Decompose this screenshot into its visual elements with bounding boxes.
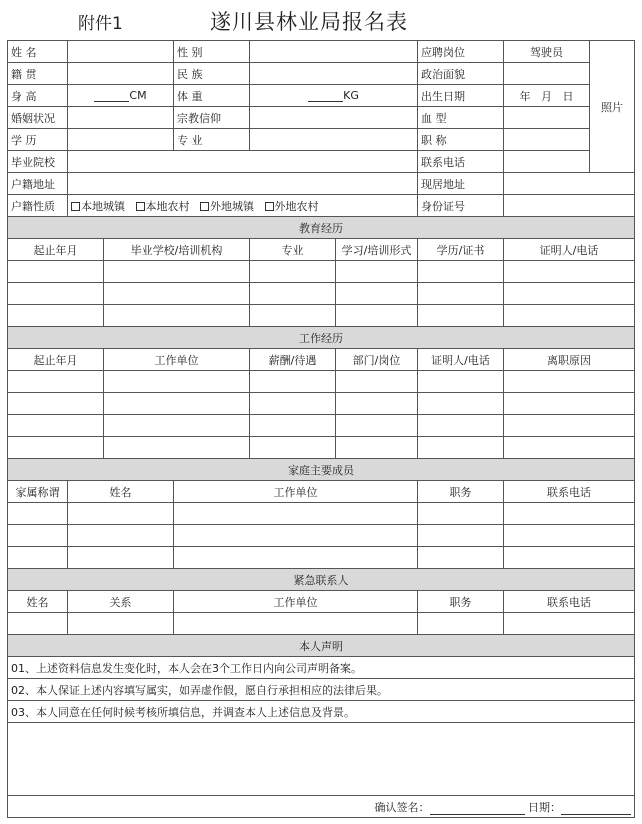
table-header: 部门/岗位 <box>336 349 418 371</box>
declaration-section-title: 本人声明 <box>8 635 635 657</box>
political-status-field[interactable] <box>504 63 590 85</box>
sign-label: 确认签名： <box>374 800 430 814</box>
date-label: 日期： <box>528 800 561 814</box>
table-header: 离职原因 <box>504 349 635 371</box>
declaration-item: 01、上述资料信息发生变化时，本人会在3个工作日内向公司声明备案。 <box>8 657 635 679</box>
registration-form <box>7 40 635 818</box>
name-field[interactable] <box>68 41 174 63</box>
table-header: 姓名 <box>68 481 174 503</box>
weight-field[interactable] <box>250 85 418 107</box>
table-header: 薪酬/待遇 <box>250 349 336 371</box>
table-row <box>8 613 635 635</box>
table-header: 工作单位 <box>174 481 418 503</box>
height-unit: CM <box>129 89 147 102</box>
attachment-label: 附件1 <box>78 14 123 34</box>
work-section-title: 工作经历 <box>8 327 635 349</box>
table-header: 工作单位 <box>104 349 250 371</box>
gender-field[interactable] <box>250 41 418 63</box>
table-header: 毕业学校/培训机构 <box>104 239 250 261</box>
signature-row <box>8 796 635 818</box>
school-field[interactable] <box>68 151 418 173</box>
marital-field[interactable] <box>68 107 174 129</box>
political-status-label: 政治面貌 <box>418 63 504 85</box>
table-header: 起止年月 <box>8 239 104 261</box>
native-place-field[interactable] <box>68 63 174 85</box>
school-label: 毕业院校 <box>8 151 68 173</box>
checkbox[interactable] <box>71 202 80 211</box>
height-field[interactable] <box>68 85 174 107</box>
table-header: 联系电话 <box>504 591 635 613</box>
phone-label: 联系电话 <box>418 151 504 173</box>
table-header: 学习/培训形式 <box>336 239 418 261</box>
checkbox[interactable] <box>200 202 209 211</box>
ethnicity-label: 民 族 <box>174 63 250 85</box>
table-row <box>8 415 635 437</box>
emergency-section-title: 紧急联系人 <box>8 569 635 591</box>
marital-label: 婚姻状况 <box>8 107 68 129</box>
religion-label: 宗教信仰 <box>174 107 250 129</box>
table-row <box>8 371 635 393</box>
table-row <box>8 437 635 459</box>
table-row <box>8 547 635 569</box>
table-header: 专业 <box>250 239 336 261</box>
education-label: 学 历 <box>8 129 68 151</box>
religion-field[interactable] <box>250 107 418 129</box>
hukou-addr-field[interactable] <box>68 173 418 195</box>
height-label: 身 高 <box>8 85 68 107</box>
birth-date-label: 出生日期 <box>418 85 504 107</box>
title-field[interactable] <box>504 129 590 151</box>
weight-label: 体 重 <box>174 85 250 107</box>
blood-field[interactable] <box>504 107 590 129</box>
education-field[interactable] <box>68 129 174 151</box>
table-header: 姓名 <box>8 591 68 613</box>
form-title: 遂川县林业局报名表 <box>210 10 408 34</box>
checkbox[interactable] <box>136 202 145 211</box>
current-addr-field[interactable] <box>504 173 635 195</box>
table-header: 职务 <box>418 481 504 503</box>
current-addr-label: 现居地址 <box>418 173 504 195</box>
declaration-item: 03、本人同意在任何时候考核所填信息，并调查本人上述信息及背景。 <box>8 701 635 723</box>
hukou-type-label: 户籍性质 <box>8 195 68 217</box>
native-place-label: 籍 贯 <box>8 63 68 85</box>
photo-label: 照片 <box>601 100 623 114</box>
form-header <box>0 0 642 40</box>
id-number-field[interactable] <box>504 195 635 217</box>
hukou-type-options: 本地城镇 本地农村 外地城镇 外地农村 <box>68 195 418 217</box>
phone-field[interactable] <box>504 151 590 173</box>
table-header: 联系电话 <box>504 481 635 503</box>
major-field[interactable] <box>250 129 418 151</box>
education-section-title: 教育经历 <box>8 217 635 239</box>
table-header: 证明人/电话 <box>504 239 635 261</box>
major-label: 专 业 <box>174 129 250 151</box>
checkbox[interactable] <box>265 202 274 211</box>
position-field[interactable]: 驾驶员 <box>504 41 590 63</box>
title-label: 职 称 <box>418 129 504 151</box>
table-header: 学历/证书 <box>418 239 504 261</box>
table-row <box>8 261 635 283</box>
family-section-title: 家庭主要成员 <box>8 459 635 481</box>
weight-unit: KG <box>343 89 359 102</box>
table-row <box>8 525 635 547</box>
blood-label: 血 型 <box>418 107 504 129</box>
table-header: 工作单位 <box>174 591 418 613</box>
table-header: 证明人/电话 <box>418 349 504 371</box>
signature-field[interactable] <box>430 804 525 815</box>
table-header: 起止年月 <box>8 349 104 371</box>
table-row <box>8 283 635 305</box>
id-number-label: 身份证号 <box>418 195 504 217</box>
table-header: 关系 <box>68 591 174 613</box>
table-row <box>8 393 635 415</box>
date-field[interactable] <box>561 804 631 815</box>
ethnicity-field[interactable] <box>250 63 418 85</box>
position-label: 应聘岗位 <box>418 41 504 63</box>
table-row <box>8 503 635 525</box>
photo-box[interactable] <box>590 41 635 173</box>
name-label: 姓 名 <box>8 41 68 63</box>
birth-date-field[interactable]: 年 月 日 <box>504 85 590 107</box>
table-header: 家属称谓 <box>8 481 68 503</box>
hukou-addr-label: 户籍地址 <box>8 173 68 195</box>
table-header: 职务 <box>418 591 504 613</box>
declaration-item: 02、本人保证上述内容填写属实，如弄虚作假，愿自行承担相应的法律后果。 <box>8 679 635 701</box>
gender-label: 性 别 <box>174 41 250 63</box>
table-row <box>8 305 635 327</box>
